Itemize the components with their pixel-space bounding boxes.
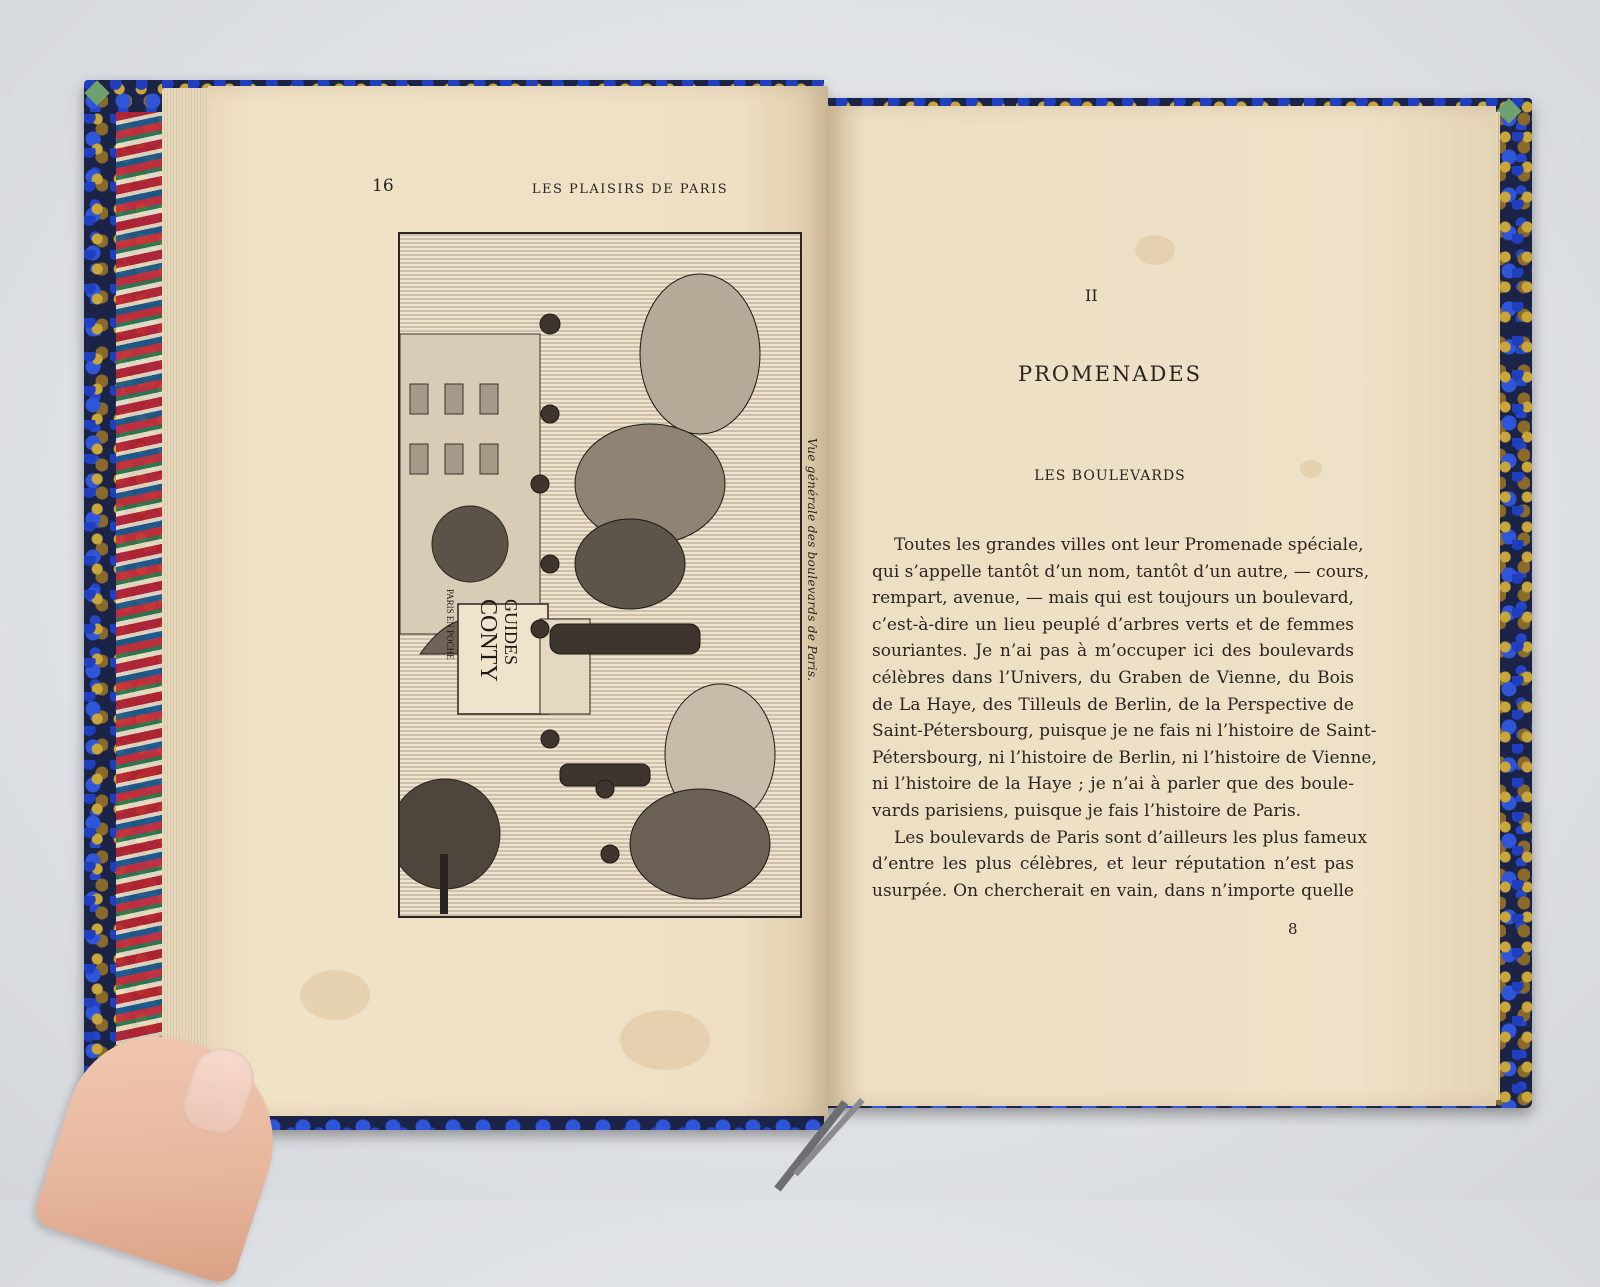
body-text: [872, 532, 1377, 904]
text-line: Toutes les grandes villes ont leur Promenade spéciale,: [894, 535, 1364, 555]
engraving-drawing: [400, 234, 800, 916]
foxing-spot: [1300, 460, 1322, 478]
text-line: d’entre les plus célèbres, et leur réputation n’est pas: [872, 854, 1354, 875]
kiosk-sign-line1: GUIDES: [501, 599, 521, 665]
poster-text: PARIS EN POCHE: [445, 589, 455, 660]
chapter-title: PROMENADES: [1017, 362, 1203, 386]
engraving-illustration: [398, 232, 802, 918]
text-line: rempart, avenue, — mais qui est toujours un boulevard,: [872, 588, 1354, 609]
signature-mark: 8: [1288, 920, 1298, 938]
text-line: c’est-à-dire un lieu peuplé d’arbres verts et de femmes: [872, 614, 1354, 635]
kiosk-sign-line2: CONTY: [475, 599, 501, 682]
text-line: vards parisiens, puisque je fais l’histoire de Paris.: [872, 800, 1302, 821]
text-line: Pétersbourg, ni l’histoire de Berlin, ni l’histoire de Vienne,: [872, 747, 1377, 768]
foxing-spot: [300, 970, 370, 1020]
foxing-spot: [620, 1010, 710, 1070]
text-line: qui s’appelle tantôt d’un nom, tantôt d’un autre, — cours,: [872, 561, 1370, 582]
text-line: Les boulevards de Paris sont d’ailleurs les plus fameux: [894, 827, 1368, 848]
foxing-spot: [1135, 235, 1175, 265]
text-line: de La Haye, des Tilleuls de Berlin, de la Perspective de: [872, 694, 1354, 715]
section-title: LES BOULEVARDS: [1034, 468, 1186, 484]
illustration-caption: Vue générale des boulevards de Paris.: [805, 438, 819, 682]
chapter-number: II: [1085, 286, 1098, 305]
text-line: ni l’histoire de la Haye ; je n’ai à parler que des boule-: [872, 774, 1354, 795]
page-number: 16: [372, 176, 394, 196]
text-line: Saint-Pétersbourg, puisque je ne fais ni l’histoire de Saint-: [872, 721, 1377, 742]
text-line: souriantes. Je n’ai pas à m’occuper ici des boulevards: [872, 641, 1354, 662]
text-line: usurpée. On chercherait en vain, dans n’importe quelle: [872, 880, 1354, 901]
running-head: LES PLAISIRS DE PARIS: [531, 182, 729, 197]
text-line: célèbres dans l’Univers, du Graben de Vienne, du Bois: [872, 667, 1354, 688]
